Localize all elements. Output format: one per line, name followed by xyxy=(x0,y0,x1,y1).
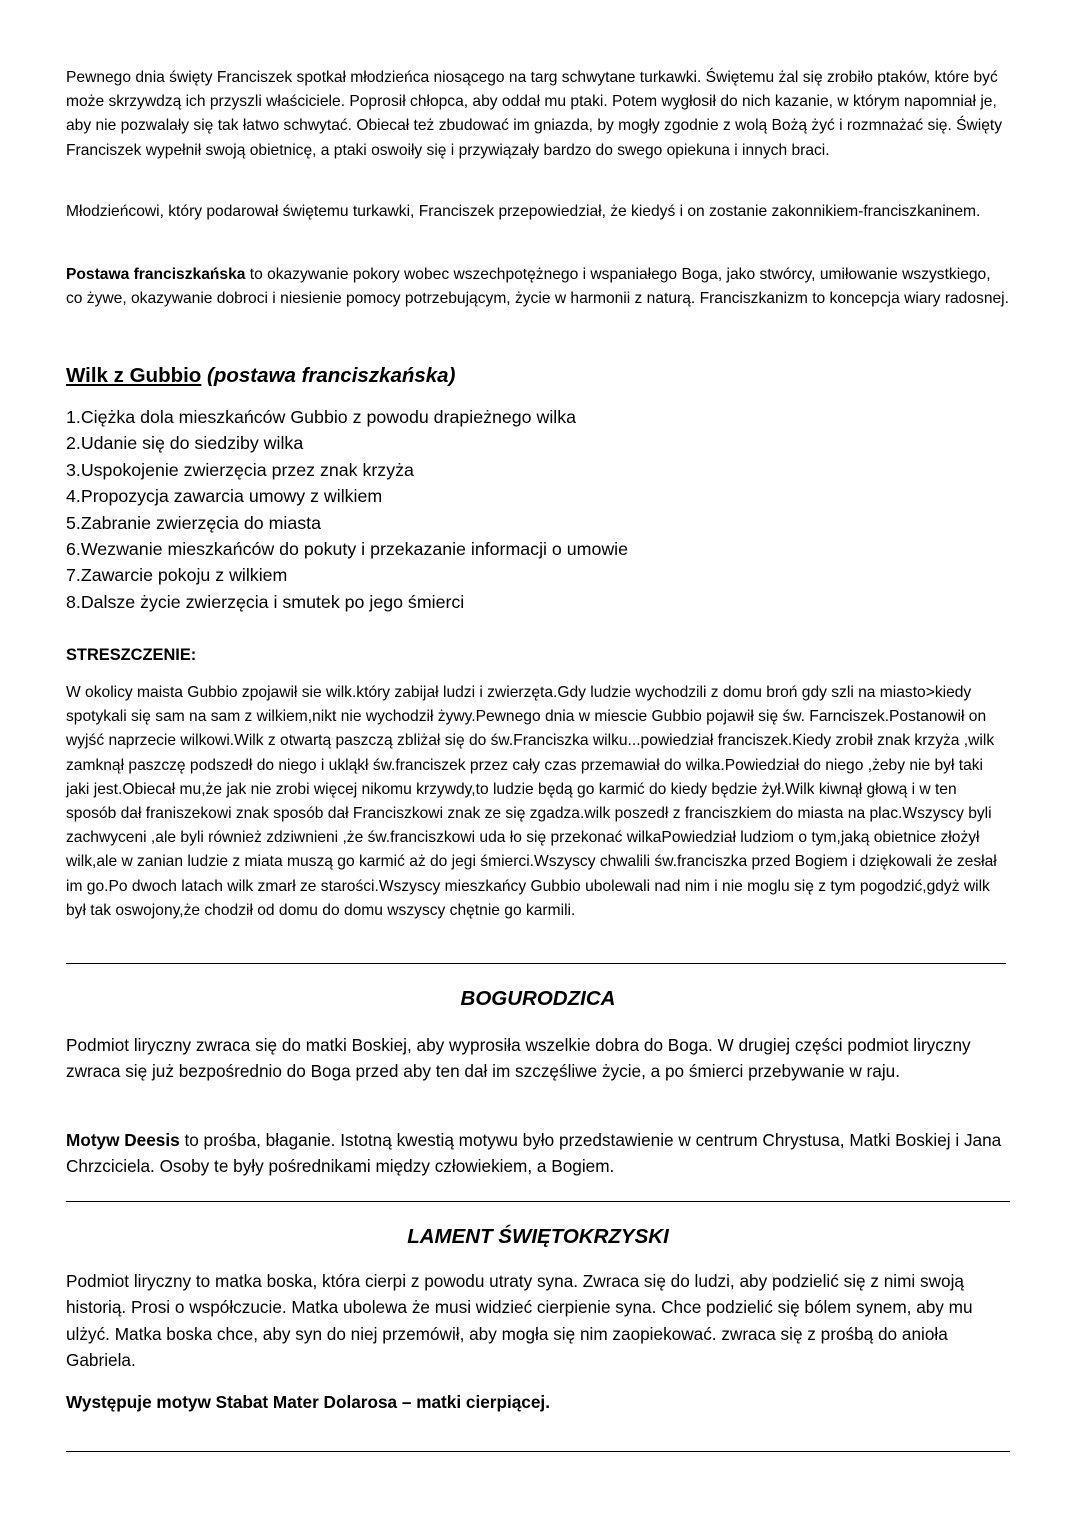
wilk-heading xyxy=(66,362,455,390)
deesis-definition: to prośba, błaganie. Istotną kwestią motywu było przedstawienie w centrum Chrystusa, Matki Boskiej i Jana Chrzciciela. Osoby te były pośrednikami między człowiekiem, a Bogiem. xyxy=(66,1130,1002,1177)
summary-paragraph: W okolicy maista Gubbio zpojawił sie wilk.który zabijał ludzi i zwierzęta.Gdy ludzie wychodzili z domu broń gdy szli na miasto>kiedy spotykali się sam na sam z wilkiem,nikt nie wychodził żywy.Pewnego dnia w miescie Gubbio pojawił się św. Farnciszek.Postanowił on wyjść naprzecie wilkowi.Wilk z otwartą paszczą zbliżał się do św.Franciszka wilku...powiedział franciszek.Kiedy zrobił znak krzyża ,wilk zamknął paszczę podszedł do niego i ukląkł św.franciszek przez cały czas przemawiał do wilka.Powiedział do niego ,żeby nie był taki jaki jest.Obiecał mu,że jak nie zrobi więcej nikomu krzywdy,to ludzie będą go karmić do kiedy będzie żył.Wilk kiwnął głową i w ten sposób dał franiszekowi znak sposób dał Franciszkowi znak ze się zgadza.wilk poszedł z franciszkiem do miasta na plac.Wszyscy byli zachwyceni ,ale byli również zdziwnieni ,że św.franciszkowi uda ło się przekonać wilkaPowiedział ludziom o tym,jaką obietnice złożył wilk,ale w zanian ludzie z miata muszą go karmić aż do jegi śmierci.Wszyscy chwalili św.franciszka przed Bogiem i dziękowali że zesłał im go.Po dwoch latach wilk zmarł ze starości.Wszyscy mieszkańcy Gubbio ubolewali nad nim i nie moglu się z tym pogodzić,gdyż wilk był tak oswojony,że chodził od domu do domu wszyscy chętnie go karmili. xyxy=(66,684,997,919)
plan-item: 2.Udanie się do siedziby wilka xyxy=(66,433,304,454)
divider-line xyxy=(66,1451,1010,1452)
plan-item: 1.Ciężka dola mieszkańców Gubbio z powodu drapieżnego wilka xyxy=(66,407,577,427)
lament-title: LAMENT ŚWIĘTOKRZYSKI xyxy=(407,1225,669,1248)
summary-label: STRESZCZENIE: xyxy=(66,646,197,664)
plan-item: 4.Propozycja zawarcia umowy z wilkiem xyxy=(66,486,383,507)
stabat-mater-line: Występuje motyw Stabat Mater Dolarosa – matki cierpiącej. xyxy=(66,1392,550,1412)
divider-line xyxy=(66,1201,1010,1202)
postawa-definition: to okazywanie pokory wobec wszechpotężnego i wspaniałego Boga, jako stwórcy, umiłowanie wszystkiego, co żywe, okazywanie dobroci i niesienie pomocy potrzebującym, życie w harmonii z naturą. Franciszkanizm to koncepcja wiary radosnej. xyxy=(66,266,1009,308)
deesis-term: Motyw Deesis xyxy=(66,1130,180,1150)
plan-item: 3.Uspokojenie zwierzęcia przez znak krzyża xyxy=(66,459,414,480)
intro-paragraph-2: Młodzieńcowi, który podarował świętemu turkawki, Franciszek przepowiedział, że kiedyś i on zostanie zakonnikiem-franciszkaninem. xyxy=(66,203,981,220)
plan-item: 6.Wezwanie mieszkańców do pokuty i przekazanie informacji o umowie xyxy=(66,539,629,560)
deesis-paragraph xyxy=(66,1127,1010,1180)
postawa-paragraph xyxy=(66,263,1010,311)
divider-line xyxy=(66,963,1006,964)
wilk-subtitle: (postawa franciszkańska) xyxy=(201,364,456,387)
plan-item: 5.Zabranie zwierzęcia do miasta xyxy=(66,512,321,533)
plan-item: 8.Dalsze życie zwierzęcia i smutek po jego śmierci xyxy=(66,591,465,612)
wilk-plan-list xyxy=(66,404,628,615)
postawa-term: Postawa franciszkańska xyxy=(66,266,246,283)
bogurodzica-paragraph: Podmiot liryczny zwraca się do matki Boskiej, aby wyprosiła wszelkie dobra do Boga. W drugiej części podmiot liryczny zwraca się już bezpośrednio do Boga przed aby ten dał im szczęśliwe życie, a po śmierci przebywanie w raju. xyxy=(66,1035,971,1082)
intro-paragraph-1: Pewnego dnia święty Franciszek spotkał młodzieńca niosącego na targ schwytane turkawki. Świętemu żal się zrobiło ptaków, które być może skrzywdzą ich przyszli właściciele. Poprosił chłopca, aby oddał mu ptaki. Potem wygłosił do nich kazanie, w którym napomniał je, aby nie pozwalały się tak łatwo schwytać. Obiecał też zbudować im gniazda, by mogły zgodnie z wolą Bożą żyć i rozmnażać się. Święty Franciszek wypełnił swoją obietnicę, a ptaki oswoiły się i przywiązały bardzo do swego opiekuna i innych braci. xyxy=(66,69,1003,159)
bogurodzica-title: BOGURODZICA xyxy=(460,987,616,1010)
plan-item: 7.Zawarcie pokoju z wilkiem xyxy=(66,565,288,586)
wilk-title: Wilk z Gubbio xyxy=(66,364,202,387)
lament-paragraph: Podmiot liryczny to matka boska, która cierpi z powodu utraty syna. Zwraca się do ludzi, aby podzielić się z nimi swoją historią. Prosi o współczucie. Matka ubolewa że musi widzieć cierpienie syna. Chce podzielić się bólem synem, aby mu ulżyć. Matka boska chce, aby syn do niej przemówił, aby mogła się nim zaopiekować. zwraca się z prośbą do anioła Gabriela. xyxy=(66,1271,973,1370)
